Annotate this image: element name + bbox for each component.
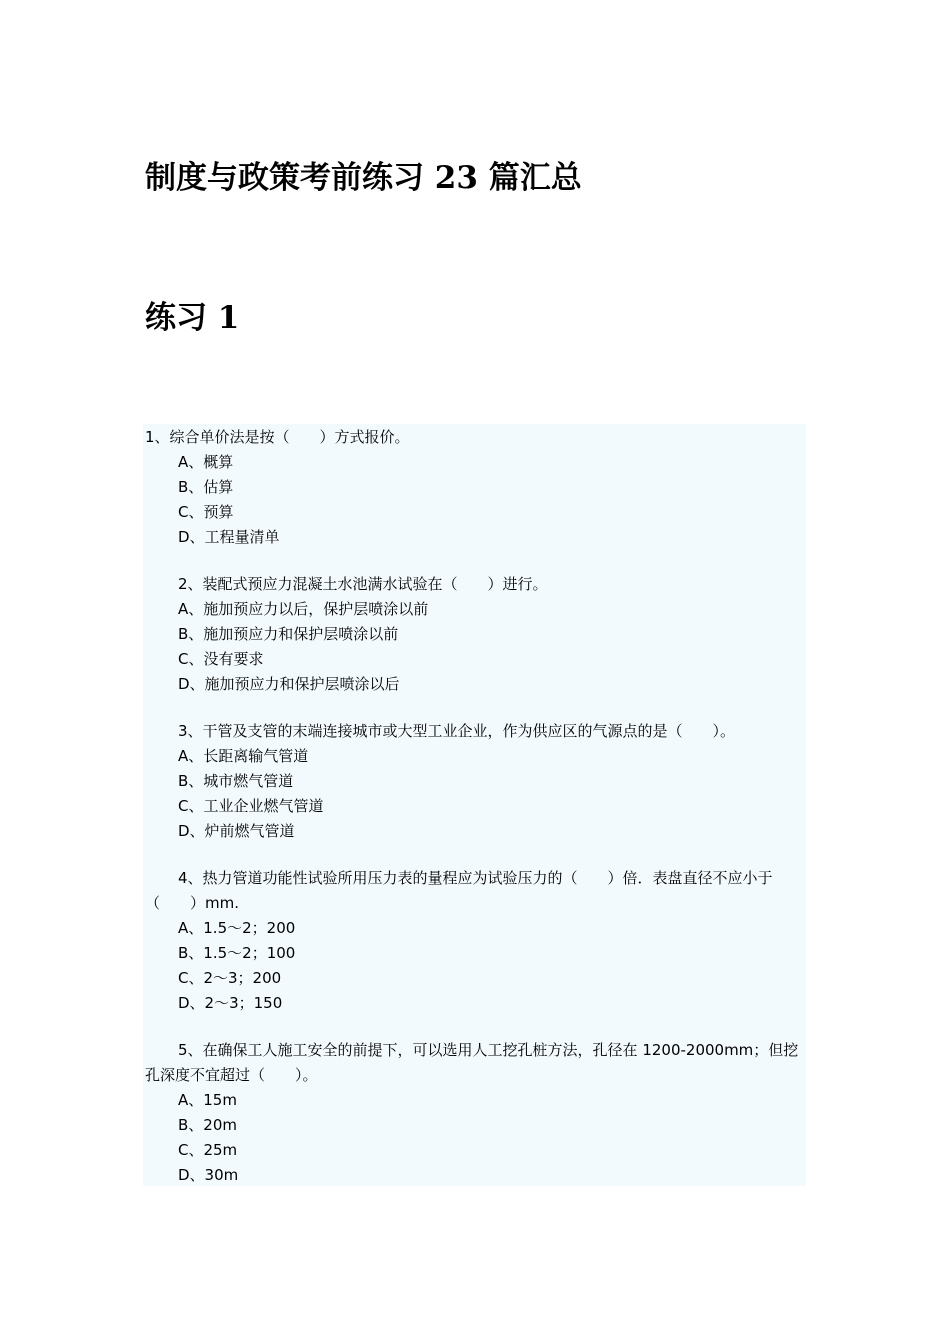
- option-a: A、概算: [178, 453, 234, 471]
- option-d: D、施加预应力和保护层喷涂以后: [178, 675, 400, 693]
- option-c: C、没有要求: [178, 650, 264, 668]
- document-title: 制度与政策考前练习 23 篇汇总: [145, 160, 582, 196]
- option-a: A、长距离输气管道: [178, 747, 309, 765]
- question-list: [143, 424, 806, 1186]
- option-b: B、估算: [178, 478, 234, 496]
- option-b: B、1.5～2；100: [178, 944, 296, 962]
- question-stem: 2、装配式预应力混凝土水池满水试验在（ ）进行。: [178, 575, 548, 593]
- section-title: 练习 1: [145, 300, 240, 336]
- question-3: [145, 719, 806, 844]
- question-1: [145, 424, 806, 550]
- option-a: A、施加预应力以后，保护层喷涂以前: [178, 600, 429, 618]
- option-d: D、30m: [178, 1166, 239, 1184]
- question-stem: 5、在确保工人施工安全的前提下，可以选用人工挖孔桩方法，孔径在 1200-2000mm；但挖孔深度不宜超过（ ）。: [145, 1041, 799, 1084]
- option-d: D、炉前燃气管道: [178, 822, 295, 840]
- option-d: D、工程量清单: [178, 528, 280, 546]
- option-b: B、城市燃气管道: [178, 772, 294, 790]
- option-c: C、预算: [178, 503, 234, 521]
- option-b: B、施加预应力和保护层喷涂以前: [178, 625, 399, 643]
- question-stem: 4、热力管道功能性试验所用压力表的量程应为试验压力的（ ）倍．表盘直径不应小于（ ）mm.: [145, 869, 773, 912]
- question-stem: 3、干管及支管的末端连接城市或大型工业企业，作为供应区的气源点的是（ ）。: [178, 722, 736, 740]
- option-c: C、工业企业燃气管道: [178, 797, 324, 815]
- option-d: D、2～3；150: [178, 994, 283, 1012]
- question-2: [145, 572, 806, 697]
- question-stem: 1、综合单价法是按（ ）方式报价。: [145, 428, 410, 446]
- question-4: [145, 866, 806, 1016]
- option-c: C、25m: [178, 1141, 238, 1159]
- option-b: B、20m: [178, 1116, 237, 1134]
- option-a: A、1.5～2；200: [178, 919, 296, 937]
- option-a: A、15m: [178, 1091, 237, 1109]
- question-5: [145, 1038, 806, 1188]
- option-c: C、2～3；200: [178, 969, 282, 987]
